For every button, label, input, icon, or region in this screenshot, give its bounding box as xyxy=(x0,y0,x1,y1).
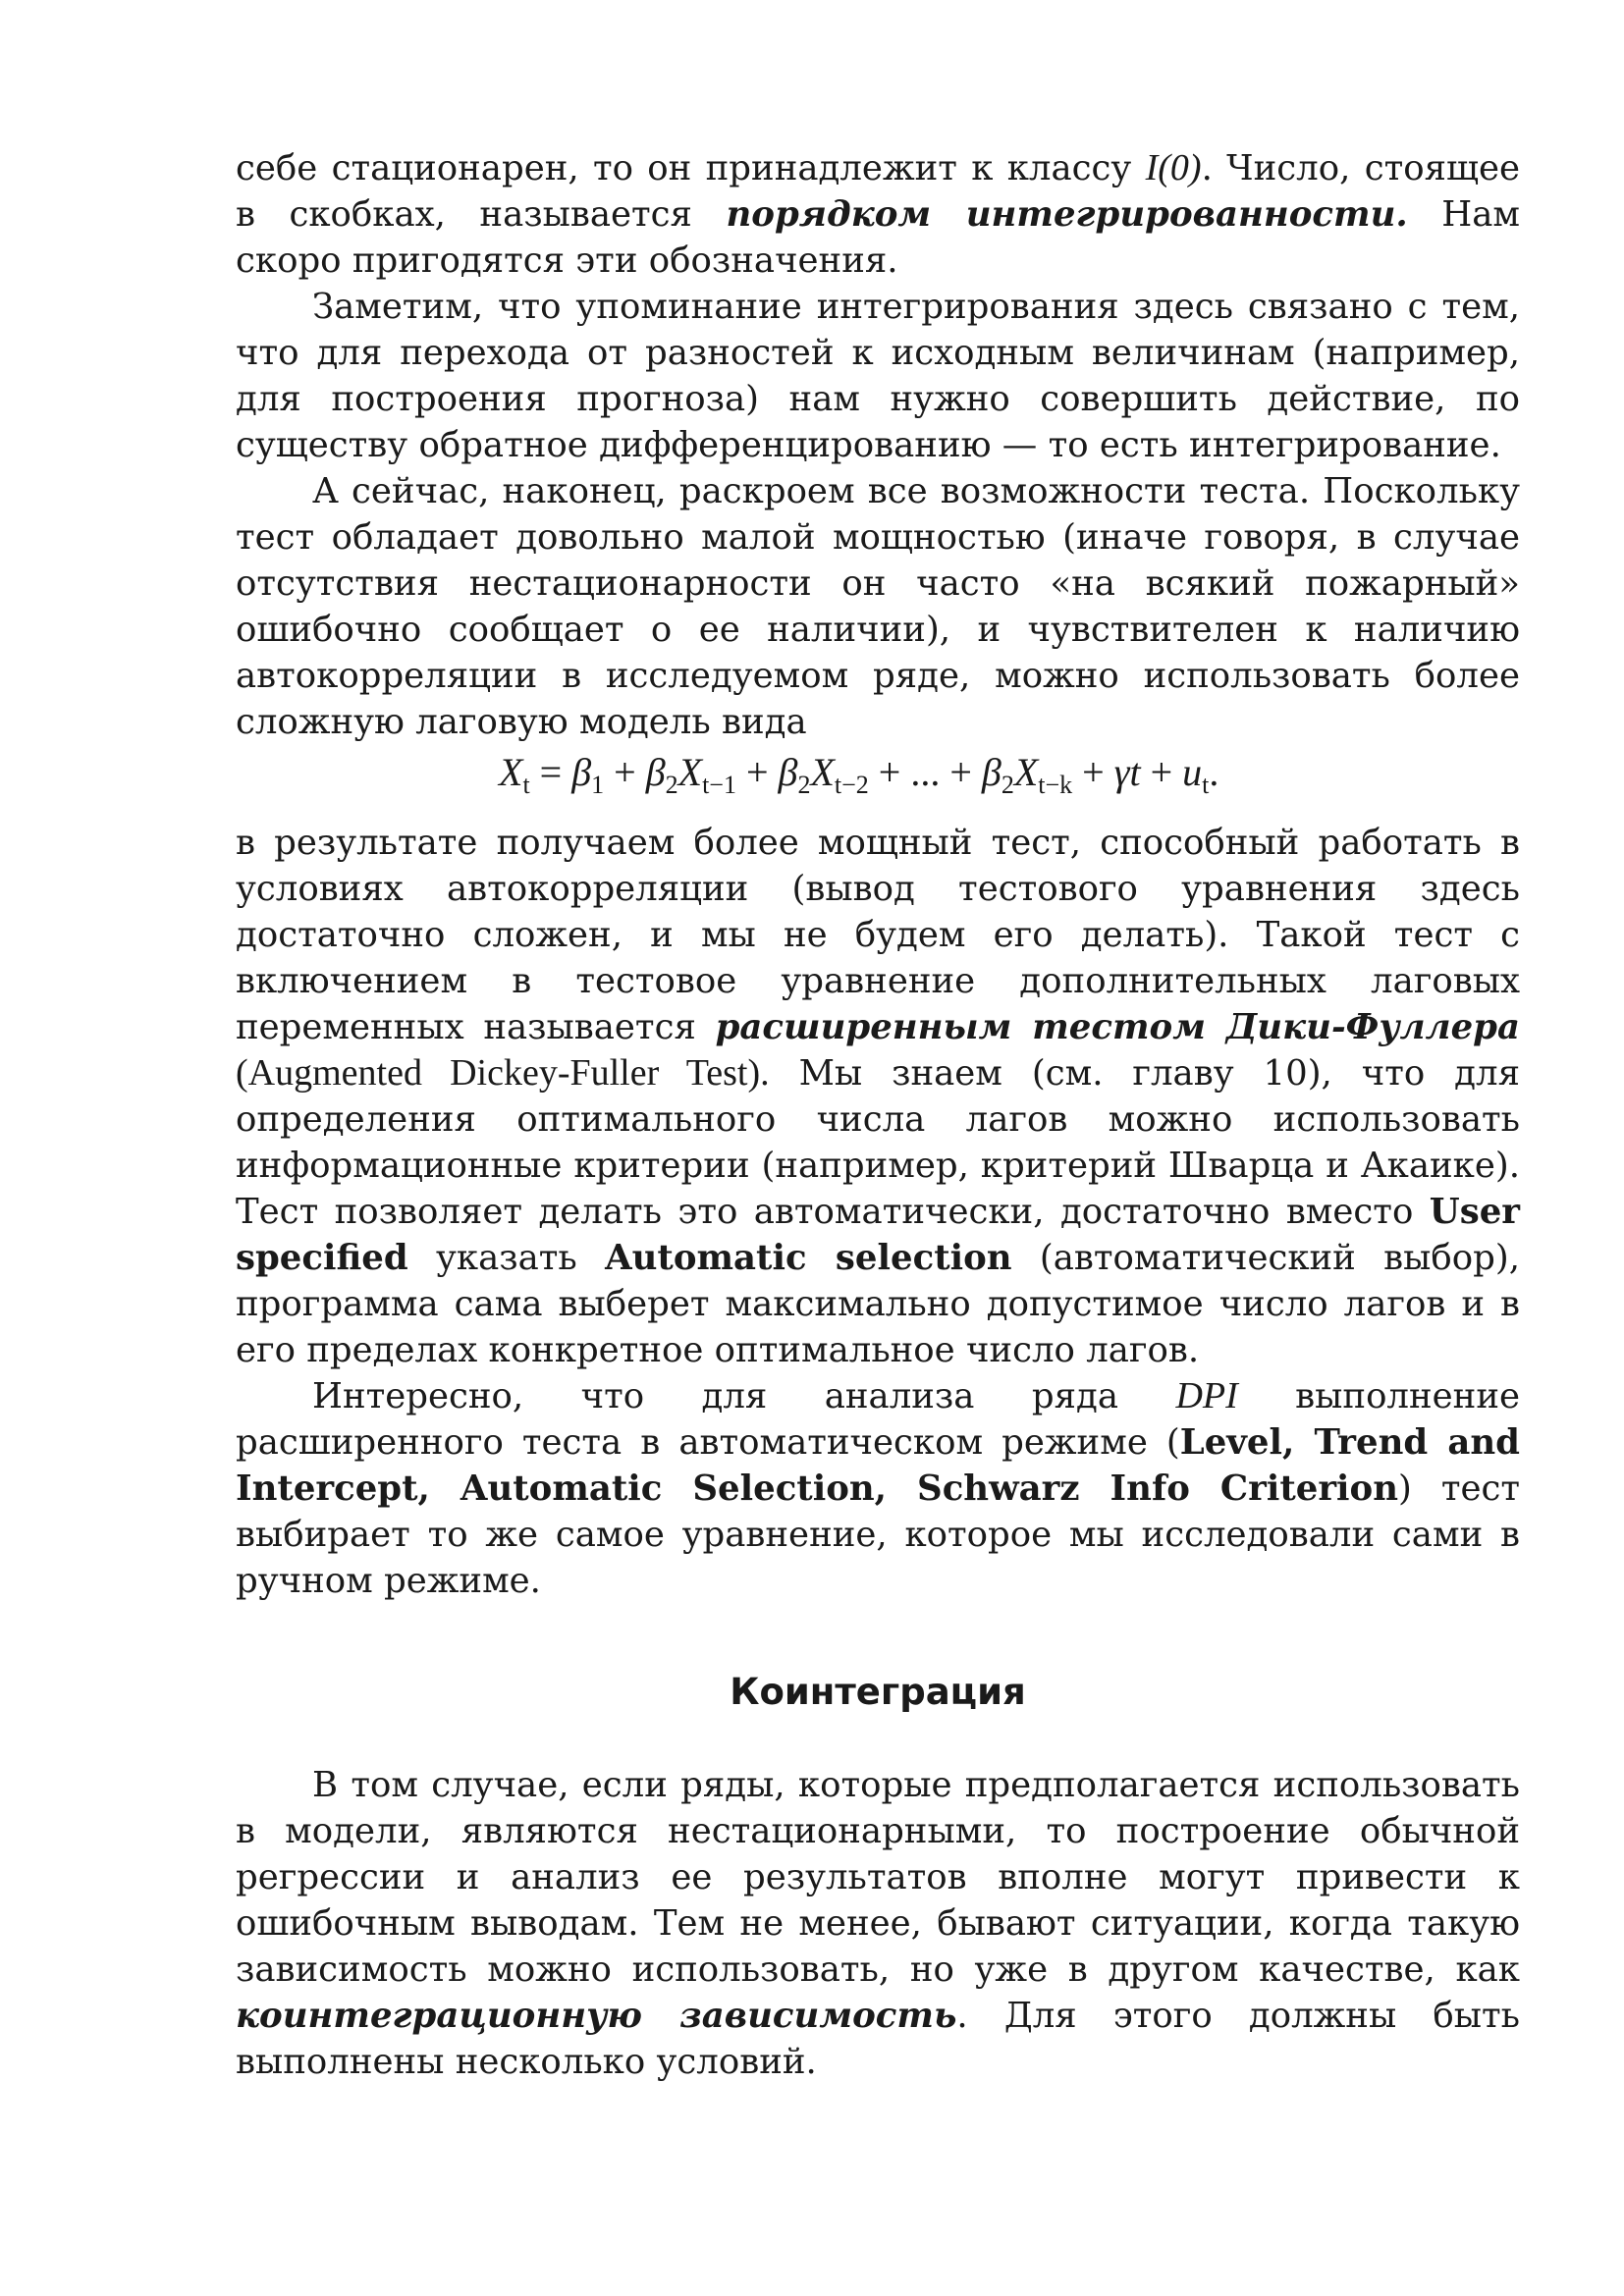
formula-subscript: t xyxy=(1202,771,1210,799)
formula-subscript: t−1 xyxy=(702,771,736,799)
formula-symbol: X xyxy=(499,750,523,794)
text-run: выполнение расширенного теста в автоматическом режиме ( xyxy=(236,1376,1520,1463)
document-page xyxy=(236,145,1520,2085)
text-run: в результате получаем более мощный тест, способный работать в условиях автокорреляции (вывод тестового уравнения здесь достаточно сложен, и мы не будем его делать). Такой тест с включением в тестовое уравнение дополнительных лаговых переменных называется xyxy=(236,823,1520,1047)
formula-operator: + xyxy=(1140,750,1183,794)
formula-symbol: β xyxy=(571,750,592,794)
text-run: (автоматический выбор), программа сама выберет максимально допустимое число лагов и в его пределах конкретное оптимальное число лагов. xyxy=(236,1238,1520,1370)
text-run: . Число, стоящее в скобках, называется xyxy=(236,148,1521,235)
text-run: Нам скоро пригодятся эти обозначения. xyxy=(236,194,1520,281)
paragraph-augmented-test xyxy=(236,820,1520,1373)
formula-symbol: X xyxy=(1013,750,1039,794)
formula-symbol: u xyxy=(1182,750,1203,794)
formula-symbol: β xyxy=(645,750,666,794)
option-user-specified: User specified xyxy=(236,1192,1520,1278)
formula-symbol: β xyxy=(778,750,798,794)
formula-operator: + xyxy=(1072,750,1114,794)
term-integration-order: порядком интегрированности. xyxy=(726,194,1408,235)
formula-subscript: 2 xyxy=(797,771,811,799)
formula-period: . xyxy=(1209,750,1219,794)
option-automatic-selection: Automatic selection xyxy=(605,1238,1012,1278)
text-run: Мы знаем (см. главу 10), что для определения оптимального числа лагов можно использовать информационные критерии (например, критерий Шварца и Акаике). Тест позволяет делать это автоматически, достаточно вместо xyxy=(236,1053,1520,1232)
text-run: Интересно, что для анализа ряда xyxy=(312,1376,1176,1416)
formula-operator: + xyxy=(604,750,646,794)
text-run: ) тест выбирает то же самое уравнение, которое мы исследовали сами в ручном режиме. xyxy=(236,1468,1520,1601)
formula-subscript: 2 xyxy=(665,771,678,799)
test-options: Level, Trend and Intercept, Automatic Selection, Schwarz Info Criterion xyxy=(236,1422,1520,1509)
formula-subscript: t−k xyxy=(1038,771,1073,799)
formula-subscript: 2 xyxy=(1001,771,1014,799)
formula-operator: + ... + xyxy=(868,750,982,794)
formula-symbol: X xyxy=(677,750,703,794)
series-name-dpi: DPI xyxy=(1175,1375,1238,1416)
paragraph-dpi-analysis xyxy=(236,1373,1520,1604)
paragraph-integration-note: Заметим, что упоминание интегрирования здесь связано с тем, что для перехода от разностей к исходным величинам (например, для построения прогноза) нам нужно совершить действие, по существу обратное дифференцированию — то есть интегрирование. xyxy=(236,287,1520,465)
paragraph-cointegration-intro xyxy=(236,1762,1520,2085)
formula-subscript: t−2 xyxy=(834,771,869,799)
formula-operator: + xyxy=(735,750,779,794)
text-run: указать xyxy=(407,1238,606,1278)
section-heading: Коинтеграция xyxy=(730,1671,1026,1713)
formula-operator: = xyxy=(529,750,572,794)
formula-symbol: X xyxy=(810,750,835,794)
formula-symbol: β xyxy=(981,750,1001,794)
term-cointegration-dependency: коинтеграционную зависимость xyxy=(236,1996,957,2036)
text-run: В том случае, если ряды, которые предполагается использовать в модели, являются нестационарными, то построение обычной регрессии и анализ ее результатов вполне могут привести к ошибочным выводам. Тем не менее, бывают ситуации, когда такую зависимость можно использовать, но уже в другом качестве, как xyxy=(236,1765,1520,1990)
formula-symbol: γt xyxy=(1113,750,1141,794)
text-run: . Для этого должны быть выполнены несколько условий. xyxy=(236,1996,1520,2082)
formula-subscript: t xyxy=(522,771,530,799)
text-run: себе стационарен, то он принадлежит к классу xyxy=(236,148,1146,188)
term-augmented-dickey-fuller: расширенным тестом Дики-Фуллера xyxy=(715,1007,1520,1047)
paragraph-integration-order xyxy=(236,145,1520,284)
math-i0: I(0) xyxy=(1145,147,1202,188)
formula-subscript: 1 xyxy=(591,771,605,799)
paragraph-lag-model: А сейчас, наконец, раскроем все возможности теста. Поскольку тест обладает довольно малой мощностью (иначе говоря, в случае отсутствия нестационарности он часто «на всякий пожарный» ошибочно сообщает о ее наличии), и чувствителен к наличию автокорреляции в исследуемом ряде, можно использовать более сложную лаговую модель вида xyxy=(236,471,1520,742)
latin-term: (Augmented Dickey-Fuller Test). xyxy=(236,1052,770,1094)
formula-adf-equation xyxy=(236,747,1520,798)
